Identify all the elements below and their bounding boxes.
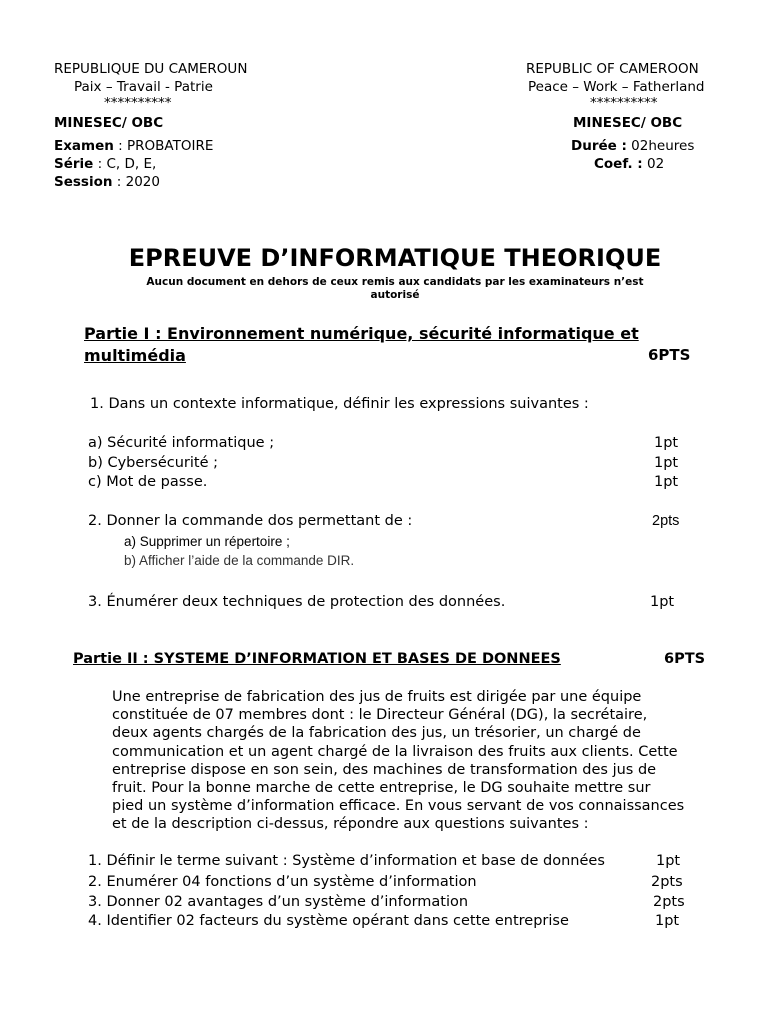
- part1-heading-line-2: multimédia: [84, 346, 186, 365]
- question-2: 2. Donner la commande dos permettant de :: [88, 513, 413, 529]
- page-title: EPREUVE D’INFORMATIQUE THEORIQUE: [128, 244, 662, 272]
- part2-question-3: 3. Donner 02 avantages d’un système d’information: [88, 894, 469, 910]
- duration-value: 02heures: [626, 138, 695, 154]
- part2-question-1-points: 1pt: [656, 853, 681, 869]
- exam-coefficient: [594, 156, 664, 172]
- ministry-left: MINESEC/ OBC: [54, 115, 164, 131]
- coef-value: 02: [642, 156, 665, 172]
- country-name-en: REPUBLIC OF CAMEROON: [526, 61, 699, 77]
- exam-type: [54, 138, 213, 154]
- subtitle-line-1: Aucun document en dehors de ceux remis aux candidats par les examinateurs n’est: [146, 276, 644, 288]
- q1-item-c: c) Mot de passe.: [88, 474, 208, 490]
- stars-right: **********: [590, 95, 658, 111]
- q1-item-c-points: 1pt: [654, 474, 679, 490]
- session-value: : 2020: [112, 174, 160, 190]
- exam-duration: [571, 138, 694, 154]
- motto-en: Peace – Work – Fatherland: [528, 79, 705, 95]
- q1-item-a-points: 1pt: [654, 435, 679, 451]
- part1-heading-line-1: Partie I : Environnement numérique, sécurité informatique et: [84, 324, 639, 343]
- exam-label: Examen: [54, 138, 114, 154]
- paragraph-line: fruit. Pour la bonne marche de cette entreprise, le DG souhaite mettre sur: [112, 780, 651, 797]
- paragraph-line: et de la description ci-dessus, répondre aux questions suivantes :: [112, 816, 589, 833]
- question-3: 3. Énumérer deux techniques de protection des données.: [88, 594, 506, 610]
- stars-left: **********: [104, 95, 172, 111]
- q2-item-b: b) Afficher l’aide de la commande DIR.: [124, 553, 355, 568]
- question-2-points: 2pts: [652, 513, 680, 529]
- paragraph-line: entreprise dispose en son sein, des machines de transformation des jus de: [112, 761, 657, 778]
- paragraph-line: pied un système d’information efficace. En vous servant de vos connaissances: [112, 798, 685, 815]
- series-value: : C, D, E,: [93, 156, 157, 172]
- paragraph-line: Une entreprise de fabrication des jus de fruits est dirigée par une équipe: [112, 689, 642, 705]
- exam-series: [54, 156, 156, 172]
- exam-value: : PROBATOIRE: [113, 138, 214, 154]
- q2-item-a: a) Supprimer un répertoire ;: [124, 534, 290, 549]
- paragraph-line: communication et un agent chargé de la livraison des fruits aux clients. Cette: [112, 743, 678, 760]
- part2-question-4-points: 1pt: [655, 913, 680, 929]
- question-1: 1. Dans un contexte informatique, définir les expressions suivantes :: [90, 396, 589, 412]
- duration-label: Durée :: [571, 138, 627, 154]
- session-label: Session: [54, 174, 113, 190]
- part1-points: 6PTS: [648, 346, 691, 364]
- paragraph-line: constituée de 07 membres dont : le Directeur Général (DG), la secrétaire,: [112, 707, 648, 724]
- exam-session: [54, 174, 160, 190]
- part2-points: 6PTS: [664, 651, 706, 667]
- series-label: Série: [54, 156, 94, 172]
- part2-question-1: 1. Définir le terme suivant : Système d’information et base de données: [88, 853, 605, 869]
- q1-item-a: a) Sécurité informatique ;: [88, 435, 275, 451]
- ministry-right: MINESEC/ OBC: [573, 115, 683, 131]
- question-3-points: 1pt: [650, 594, 675, 610]
- q1-item-b: b) Cybersécurité ;: [88, 455, 218, 471]
- part2-question-3-points: 2pts: [653, 894, 685, 910]
- part2-question-4: 4. Identifier 02 facteurs du système opérant dans cette entreprise: [88, 913, 569, 929]
- part2-paragraph: [112, 688, 716, 834]
- country-name-fr: REPUBLIQUE DU CAMEROUN: [54, 61, 248, 77]
- part2-question-2: 2. Enumérer 04 fonctions d’un système d’information: [88, 874, 477, 890]
- paragraph-line: deux agents chargés de la fabrication des jus, un trésorier, un chargé de: [112, 725, 641, 742]
- part2-question-2-points: 2pts: [651, 874, 683, 890]
- coef-label: Coef. :: [594, 156, 643, 172]
- q1-item-b-points: 1pt: [654, 455, 679, 471]
- part2-heading: Partie II : SYSTEME D’INFORMATION ET BASES DE DONNEES: [73, 651, 561, 667]
- motto-fr: Paix – Travail - Patrie: [74, 79, 213, 95]
- subtitle-line-2: autorisé: [370, 289, 420, 301]
